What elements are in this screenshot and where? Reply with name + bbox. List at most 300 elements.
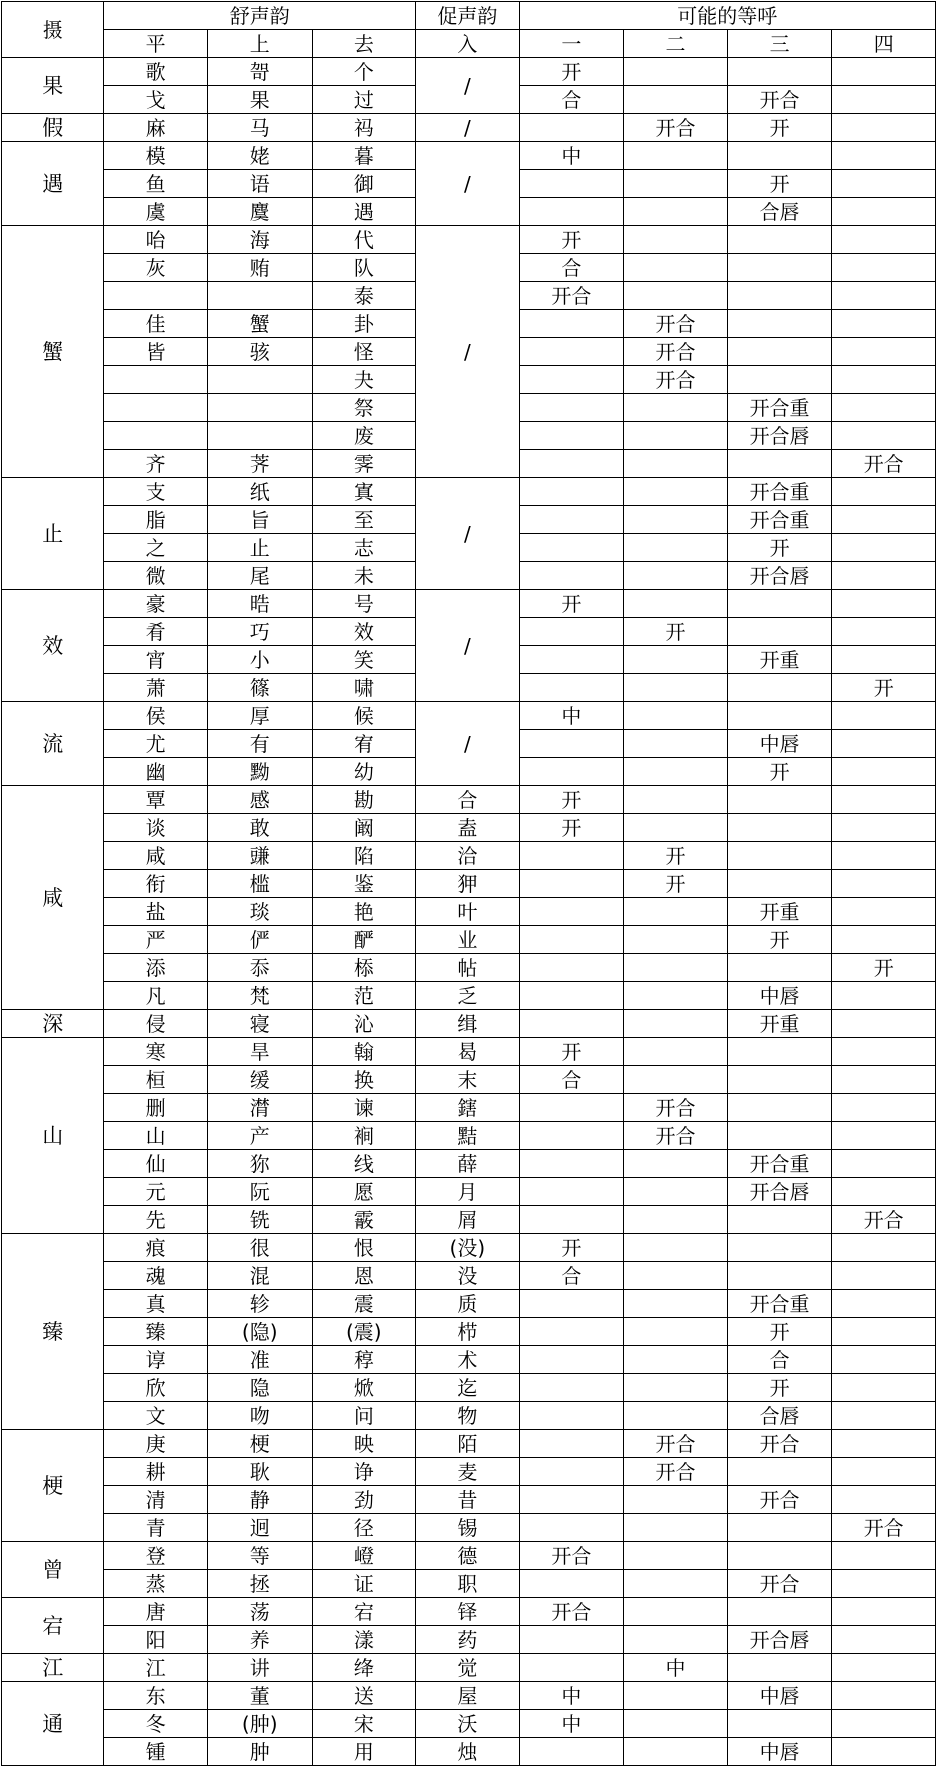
grade-3-cell: 开合重 [727,478,832,506]
shang-cell: 姥 [207,142,312,170]
grade-2-cell [624,1374,728,1402]
table-row [2,898,936,926]
grade-3-cell [727,590,832,618]
grade-3-cell: 中唇 [727,1738,832,1766]
shang-cell: 隐 [207,1374,312,1402]
grade-2-cell [624,562,728,590]
grade-1-cell [519,730,624,758]
grade-1-cell [519,198,624,226]
table-row [2,1290,936,1318]
shang-cell: 厚 [207,702,312,730]
grade-1-cell [519,534,624,562]
ping-cell: 痕 [104,1234,208,1262]
qu-cell: 绛 [312,1654,416,1682]
ping-cell: 凡 [104,982,208,1010]
grade-4-cell: 开合 [832,450,936,478]
grade-4-cell [832,1150,936,1178]
qu-cell: 愿 [312,1178,416,1206]
ping-cell: 谈 [104,814,208,842]
grade-4-cell: 开 [832,674,936,702]
grade-2-cell [624,1710,728,1738]
grade-1-cell [519,1290,624,1318]
ping-cell: 模 [104,142,208,170]
table-row [2,1346,936,1374]
grade-4-cell [832,1262,936,1290]
grade-4-cell [832,114,936,142]
grade-3-cell [727,702,832,730]
qu-cell: 号 [312,590,416,618]
grade-2-cell [624,1178,728,1206]
ru-cell: 叶 [416,898,520,926]
grade-1-cell: 开 [519,58,624,86]
qu-cell: 酽 [312,926,416,954]
grade-4-cell [832,1234,936,1262]
qu-cell: 笑 [312,646,416,674]
ru-cell: 药 [416,1626,520,1654]
grade-3-cell: 开 [727,534,832,562]
ru-cell: 迄 [416,1374,520,1402]
grade-1-cell [519,674,624,702]
grade-3-cell: 开合唇 [727,1626,832,1654]
table-row [2,114,936,142]
qu-cell: 怪 [312,338,416,366]
shang-cell: 海 [207,226,312,254]
shang-cell: 槛 [207,870,312,898]
grade-2-cell [624,1318,728,1346]
ping-cell: 宵 [104,646,208,674]
grade-2-cell [624,1234,728,1262]
ru-cell: 职 [416,1570,520,1598]
qu-cell: 寘 [312,478,416,506]
table-row [2,1010,936,1038]
qu-cell: 送 [312,1682,416,1710]
grade-1-cell: 开合 [519,1598,624,1626]
grade-4-cell [832,1346,936,1374]
qu-cell: 线 [312,1150,416,1178]
table-row [2,870,936,898]
rhyme-table [1,1,936,1766]
ru-cell: 鎋 [416,1094,520,1122]
ping-cell: 锺 [104,1738,208,1766]
grade-3-cell [727,1206,832,1234]
ru-cell: 烛 [416,1738,520,1766]
grade-1-cell [519,646,624,674]
ru-cell: 栉 [416,1318,520,1346]
ru-cell: / [416,114,520,142]
grade-4-cell [832,254,936,282]
grade-3-cell: 开重 [727,898,832,926]
grade-4-cell [832,1738,936,1766]
ru-cell: 昔 [416,1486,520,1514]
qu-cell: 候 [312,702,416,730]
ping-cell: 文 [104,1402,208,1430]
grade-3-cell: 合唇 [727,198,832,226]
grade-1-cell [519,562,624,590]
grade-2-cell [624,926,728,954]
qu-cell: 废 [312,422,416,450]
grade-4-cell [832,1066,936,1094]
grade-3-cell [727,1710,832,1738]
grade-4-cell [832,1626,936,1654]
grade-2-cell [624,198,728,226]
grade-2-cell [624,1402,728,1430]
shang-cell: 豏 [207,842,312,870]
ping-cell: 欣 [104,1374,208,1402]
grade-4-cell [832,926,936,954]
grade-3-cell [727,1598,832,1626]
grade-1-cell [519,1346,624,1374]
qu-cell: 宕 [312,1598,416,1626]
qu-cell: 恩 [312,1262,416,1290]
grade-2-cell [624,646,728,674]
grade-2-cell: 中 [624,1654,728,1682]
grade-2-cell: 开 [624,870,728,898]
table-row [2,842,936,870]
qu-cell: 泰 [312,282,416,310]
grade-2-cell: 开 [624,842,728,870]
grade-1-cell: 开 [519,226,624,254]
shu-group-header: 舒声韵 [104,2,416,30]
grade-3-cell [727,842,832,870]
shang-cell: 梵 [207,982,312,1010]
grade-3-cell: 开 [727,1374,832,1402]
qu-cell: 未 [312,562,416,590]
grade-2-cell: 开合 [624,1430,728,1458]
she-cell: 假 [2,114,104,142]
grade-1-cell [519,1430,624,1458]
grade-1-cell: 开 [519,814,624,842]
ru-cell: / [416,142,520,226]
grade-3-cell [727,58,832,86]
she-cell: 果 [2,58,104,114]
grade-4-cell [832,1290,936,1318]
grade-1-cell: 开 [519,590,624,618]
grade-1-cell [519,478,624,506]
shang-cell: 荡 [207,1598,312,1626]
grade-1-cell [519,898,624,926]
qu-cell: 代 [312,226,416,254]
ping-cell: 咍 [104,226,208,254]
shang-cell: 马 [207,114,312,142]
shang-cell: 很 [207,1234,312,1262]
grade-4-cell [832,142,936,170]
grade-2-cell [624,478,728,506]
grade-3-cell [727,618,832,646]
qu-cell: 效 [312,618,416,646]
ru-cell: 狎 [416,870,520,898]
table-row [2,1654,936,1682]
grade-3-cell: 开重 [727,646,832,674]
table-row [2,1374,936,1402]
ping-cell: 冬 [104,1710,208,1738]
grade-1-cell: 开合 [519,1542,624,1570]
grade-1-cell [519,506,624,534]
grade-1-cell [519,1402,624,1430]
grade-1-cell: 合 [519,1262,624,1290]
qu-cell: 鉴 [312,870,416,898]
grade-2-cell [624,1206,728,1234]
qu-cell: 宥 [312,730,416,758]
grade-4-cell [832,814,936,842]
qu-cell: 裥 [312,1122,416,1150]
grade-1-cell [519,618,624,646]
ru-cell: 屑 [416,1206,520,1234]
grade-2-cell [624,590,728,618]
grade-1-cell: 中 [519,142,624,170]
table-row [2,1542,936,1570]
grade-4-cell [832,226,936,254]
table-header [2,2,936,58]
grade-1-cell [519,1010,624,1038]
shang-cell: 果 [207,86,312,114]
table-row [2,226,936,254]
ping-cell: 清 [104,1486,208,1514]
shang-cell: 缓 [207,1066,312,1094]
ping-cell: 支 [104,478,208,506]
shang-cell: 小 [207,646,312,674]
grade-1-cell: 中 [519,1710,624,1738]
qu-cell: 宋 [312,1710,416,1738]
grade-4-cell [832,1430,936,1458]
grade-4-cell [832,1178,936,1206]
grade-1-cell [519,1122,624,1150]
shang-cell: 贿 [207,254,312,282]
qu-cell: 震 [312,1290,416,1318]
qu-cell: 御 [312,170,416,198]
ru-cell: / [416,590,520,702]
ping-cell: 皆 [104,338,208,366]
grade-1-cell [519,1206,624,1234]
qu-cell: 径 [312,1514,416,1542]
grade-3-cell [727,1458,832,1486]
table-row [2,982,936,1010]
table-row [2,1514,936,1542]
grade-1-cell [519,170,624,198]
ping-cell: 麻 [104,114,208,142]
table-row [2,1626,936,1654]
ping-cell: 阳 [104,1626,208,1654]
grade-2-cell [624,1038,728,1066]
grade-2-cell [624,1150,728,1178]
table-body [2,58,936,1766]
tone-ping-header: 平 [104,30,208,58]
ru-cell: 陌 [416,1430,520,1458]
she-cell: 江 [2,1654,104,1682]
ping-cell: 豪 [104,590,208,618]
grade-2-cell [624,1682,728,1710]
ru-cell: 缉 [416,1010,520,1038]
qu-cell: 卦 [312,310,416,338]
grade-4-cell [832,170,936,198]
grade-1-cell: 中 [519,702,624,730]
ping-cell: 桓 [104,1066,208,1094]
grade-3-cell [727,254,832,282]
ping-cell: 衔 [104,870,208,898]
grade-4-cell [832,282,936,310]
grade-2-cell [624,394,728,422]
ru-cell: 屋 [416,1682,520,1710]
table-row [2,1318,936,1346]
she-cell: 咸 [2,786,104,1010]
grade-2-cell [624,1626,728,1654]
shang-cell: 产 [207,1122,312,1150]
ru-cell: 术 [416,1346,520,1374]
grade-4-cell [832,842,936,870]
ping-cell [104,282,208,310]
shang-cell: 荠 [207,450,312,478]
grade-1-cell [519,1458,624,1486]
grade-3-cell [727,226,832,254]
grade-3-cell: 开合 [727,1570,832,1598]
grade-1-cell [519,1514,624,1542]
ping-cell: 鱼 [104,170,208,198]
grade-1-cell [519,422,624,450]
ru-cell: 觉 [416,1654,520,1682]
grade-4-cell [832,982,936,1010]
ping-cell: 东 [104,1682,208,1710]
ping-cell: 盐 [104,898,208,926]
she-cell: 止 [2,478,104,590]
she-cell: 曾 [2,1542,104,1598]
grade-4-cell [832,1542,936,1570]
ru-cell: 质 [416,1290,520,1318]
table-row [2,1066,936,1094]
grade-2-cell [624,450,728,478]
ru-cell: / [416,478,520,590]
grade-3-cell: 开合重 [727,1290,832,1318]
grade-3-cell: 开合重 [727,394,832,422]
grade-1-cell [519,1570,624,1598]
grade-4-cell [832,1402,936,1430]
grade-1-cell [519,1626,624,1654]
qu-cell: 队 [312,254,416,282]
grade-1-cell [519,926,624,954]
grade-2-cell [624,422,728,450]
ping-cell: 谆 [104,1346,208,1374]
shang-cell: 耿 [207,1458,312,1486]
table-row [2,1262,936,1290]
ping-cell: 侯 [104,702,208,730]
grade-3-cell [727,1542,832,1570]
grade-4-cell [832,1570,936,1598]
ping-cell: 耕 [104,1458,208,1486]
table-row [2,478,936,506]
qu-cell: 焮 [312,1374,416,1402]
grade-3-cell [727,1038,832,1066]
table-row [2,1038,936,1066]
grade-3-cell [727,1234,832,1262]
ping-cell: 寒 [104,1038,208,1066]
ru-cell: 麦 [416,1458,520,1486]
grade-2-cell [624,58,728,86]
table-row [2,786,936,814]
shang-cell: 董 [207,1682,312,1710]
cu-group-header: 促声韵 [416,2,520,30]
shang-cell: 旱 [207,1038,312,1066]
table-row [2,142,936,170]
grade-1-cell [519,758,624,786]
table-row [2,1710,936,1738]
grade-3-cell [727,954,832,982]
ping-cell [104,422,208,450]
grade-3-cell: 开 [727,926,832,954]
qu-cell: 夬 [312,366,416,394]
grade-3-cell: 开 [727,114,832,142]
ping-cell [104,366,208,394]
ping-cell: 严 [104,926,208,954]
shang-cell: 旨 [207,506,312,534]
table-row [2,1570,936,1598]
ping-cell: 仙 [104,1150,208,1178]
grade-2-cell [624,1346,728,1374]
grade-2-cell [624,282,728,310]
shang-cell: 琰 [207,898,312,926]
grade-1-cell [519,1178,624,1206]
grade-3-cell [727,1122,832,1150]
ru-cell: 合 [416,786,520,814]
ru-cell: 没 [416,1262,520,1290]
grade-1-cell [519,450,624,478]
grade-1-cell [519,1738,624,1766]
grade-3-cell: 开 [727,1318,832,1346]
grade-4-cell [832,1374,936,1402]
qu-cell: 问 [312,1402,416,1430]
shang-cell: 纸 [207,478,312,506]
ping-cell: 青 [104,1514,208,1542]
grade-1-cell [519,114,624,142]
shang-cell: 篠 [207,674,312,702]
grade-4-cell [832,1682,936,1710]
ping-cell: 尤 [104,730,208,758]
grade-3-cell [727,1654,832,1682]
grade-3-cell [727,310,832,338]
ping-cell: 删 [104,1094,208,1122]
ru-cell: / [416,702,520,786]
grade-2-cell: 开合 [624,310,728,338]
table-row [2,1682,936,1710]
grade-1-cell: 合 [519,254,624,282]
shang-cell [207,282,312,310]
ping-cell: 戈 [104,86,208,114]
grade-4-cell [832,1710,936,1738]
table-row [2,1150,936,1178]
qu-cell: 勘 [312,786,416,814]
she-cell: 通 [2,1682,104,1766]
shang-cell: 晧 [207,590,312,618]
shang-cell: 感 [207,786,312,814]
grade-1-cell: 合 [519,86,624,114]
grade-2-cell [624,786,728,814]
ping-cell: 歌 [104,58,208,86]
grade-4-cell [832,1318,936,1346]
qu-cell: 映 [312,1430,416,1458]
grade-1-cell [519,1150,624,1178]
ru-cell: 月 [416,1178,520,1206]
ru-cell: 洽 [416,842,520,870]
grade-1-cell [519,1374,624,1402]
ping-cell: 齐 [104,450,208,478]
ru-cell: / [416,226,520,478]
grade-4-cell [832,198,936,226]
grade-4-cell [832,422,936,450]
shang-cell: 黝 [207,758,312,786]
grade-4-cell [832,1598,936,1626]
grade-1-cell [519,310,624,338]
grade-3-header: 三 [727,30,832,58]
grade-2-cell [624,506,728,534]
qu-cell: 祭 [312,394,416,422]
shang-cell: (肿) [207,1710,312,1738]
